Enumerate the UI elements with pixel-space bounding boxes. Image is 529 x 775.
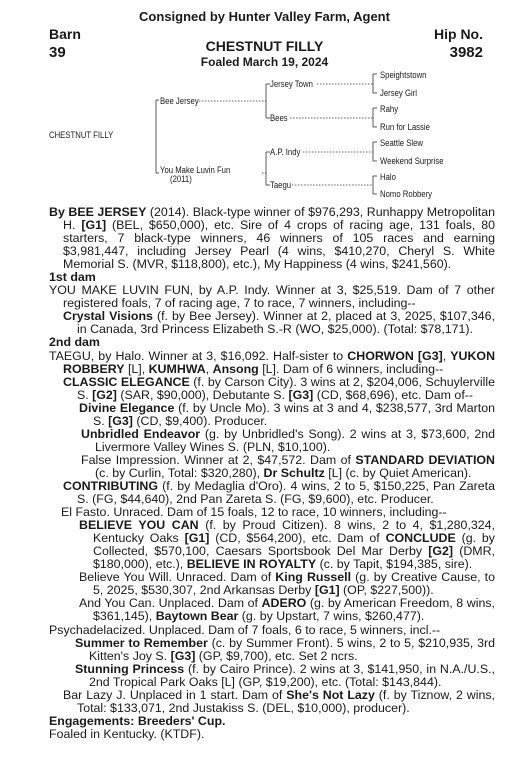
barn-label: Barn	[49, 26, 81, 42]
produce-classic-elegance: CLASSIC ELEGANCE (f. by Carson City). 3 wins at 2, $204,006, Schuylerville S. [G2] (SAR, $90,000), Debutante S. [G3] (CD, $68,696), etc. Dam of--	[63, 374, 495, 402]
pedigree-dss: Seattle Slew	[380, 138, 424, 148]
pedigree-sire: Bee Jersey	[160, 96, 199, 106]
pedigree-dam-year: (2011)	[170, 174, 192, 184]
pedigree-sire-dam: Bees	[270, 113, 288, 123]
produce-false-impression: False Impression. Winner at 2, $47,572. Dam of STANDARD DEVIATION (c. by Curlin, Total: $320,280), Dr Schultz [L] (c. by Quiet American).	[81, 452, 495, 480]
engagements: Engagements: Breeders' Cup.	[49, 713, 226, 728]
foaled-in: Foaled in Kentucky. (KTDF).	[49, 726, 205, 741]
produce-crystal-visions: Crystal Visions (f. by Bee Jersey). Winner at 2, placed at 3, 2025, $107,346, in Canada, 3rd Princess Elizabeth S.-R (WO, $25,000). (Total: $78,171).	[63, 309, 495, 337]
pedigree-subject: CHESTNUT FILLY	[49, 130, 114, 140]
hip-label: Hip No.	[434, 26, 483, 42]
first-dam-paragraph: YOU MAKE LUVIN FUN, by A.P. Indy. Winner at 3, $25,519. Dam of 7 other registered foals, 7 of racing age, 7 to race, 7 winners, including--	[49, 283, 495, 311]
produce-summer-to-remember: Summer to Remember (c. by Summer Front). 5 wins, 2 to 5, $210,935, 3rd Kitten's Joy S. [G3] (GP, $9,700), etc. Set 2 ncrs.	[75, 635, 496, 663]
barn-number: 39	[49, 44, 66, 61]
pedigree-dds: Halo	[380, 172, 396, 182]
second-dam-paragraph: TAEGU, by Halo. Winner at 3, $16,092. Half-sister to CHORWON [G3], YUKON ROBBERY [L], KUMHWA, Ansong [L]. Dam of 6 winners, including--	[49, 348, 496, 376]
produce-bar-lazy-j: Bar Lazy J. Unplaced in 1 start. Dam of She's Not Lazy (f. by Tiznow, 2 wins, Total: $133,071, 2nd Justakiss S. (DEL, $10,000), producer).	[63, 687, 496, 715]
produce-believe-you-can: BELIEVE YOU CAN (f. by Proud Citizen). 8 wins, 2 to 4, $1,280,324, Kentucky Oaks [G1] (CD, $564,200), etc. Dam of CONCLUDE (g. by Collected, $570,100, Caesars Sportsbook Del Mar Derby [G2] (DMR, $180,000), etc.), BELIEVE IN ROYALTY (c. by Tapit, $194,385, sire).	[79, 518, 496, 572]
pedigree-dam: You Make Luvin Fun	[160, 165, 231, 175]
produce-divine-elegance: Divine Elegance (f. by Uncle Mo). 3 wins at 3 and 4, $238,577, 3rd Marton S. [G3] (CD, $9,400). Producer.	[79, 400, 495, 428]
produce-el-fasto: El Fasto. Unraced. Dam of 15 foals, 12 to race, 10 winners, including--	[61, 505, 447, 520]
first-dam-heading: 1st dam	[49, 270, 96, 285]
pedigree-ssd: Jersey Girl	[380, 88, 417, 98]
pedigree-ddd: Nomo Robbery	[380, 189, 433, 199]
produce-and-you-can: And You Can. Unplaced. Dam of ADERO (g. by American Freedom, 8 wins, $361,145), Baytown Bear (g. by Upstart, 7 wins, $260,477).	[79, 596, 495, 624]
pedigree-sdd: Run for Lassie	[380, 122, 430, 132]
pedigree-dam-sire: A.P. Indy	[270, 147, 301, 157]
produce-stunning-princess: Stunning Princess (f. by Cairo Prince). 2 wins at 3, $141,950, in N.A./U.S., 2nd Tropical Park Oaks [L] (GP, $19,200), etc. (Total: $143,844).	[75, 661, 495, 689]
sire-paragraph: By BEE JERSEY (2014). Black-type winner of $976,293, Runhappy Metropolitan H. [G1] (BEL, $650,000), etc. Sire of 4 crops of racing age, 131 foals, 80 starters, 7 black-type winners, 46 winners of 105 races and earning $3,981,447, including Jersey Pearl (4 wins, $410,270, Cheryl S. White Memorial S. (MVR, $118,800), etc.), My Happiness (4 wins, $241,560).	[49, 205, 495, 272]
pedigree-sire-sire: Jersey Town	[270, 79, 313, 89]
foaled-date: Foaled March 19, 2024	[200, 55, 329, 69]
produce-unbridled-endeavor: Unbridled Endeavor (g. by Unbridled's Song). 2 wins at 3, $73,600, 2nd Livermore Valley Wines S. (PLN, $10,100).	[81, 426, 495, 454]
pedigree-dsd: Weekend Surprise	[380, 156, 444, 166]
produce-psychadelacized: Psychadelacized. Unplaced. Dam of 7 foals, 6 to race, 5 winners, incl.--	[49, 622, 441, 637]
horse-title: CHESTNUT FILLY	[205, 38, 324, 54]
consignor-line: Consigned by Hunter Valley Farm, Agent	[139, 9, 390, 24]
hip-number: 3982	[449, 44, 483, 61]
pedigree-dam-dam: Taegu	[270, 180, 292, 190]
produce-contributing: CONTRIBUTING (f. by Medaglia d'Oro). 4 wins, 2 to 5, $150,225, Pan Zareta S. (FG, $44,640), 2nd Pan Zareta S. (FG, $9,600), etc. Producer.	[63, 478, 495, 507]
pedigree-sss: Speightstown	[380, 70, 427, 80]
catalog-text	[49, 206, 495, 741]
produce-believe-you-will: Believe You Will. Unraced. Dam of King Russell (g. by Creative Cause, to 5, 2025, $530,307, 2nd Arkansas Derby [G1] (OP, $227,500)).	[79, 570, 495, 598]
second-dam-heading: 2nd dam	[49, 335, 100, 350]
pedigree-sds: Rahy	[380, 104, 399, 114]
